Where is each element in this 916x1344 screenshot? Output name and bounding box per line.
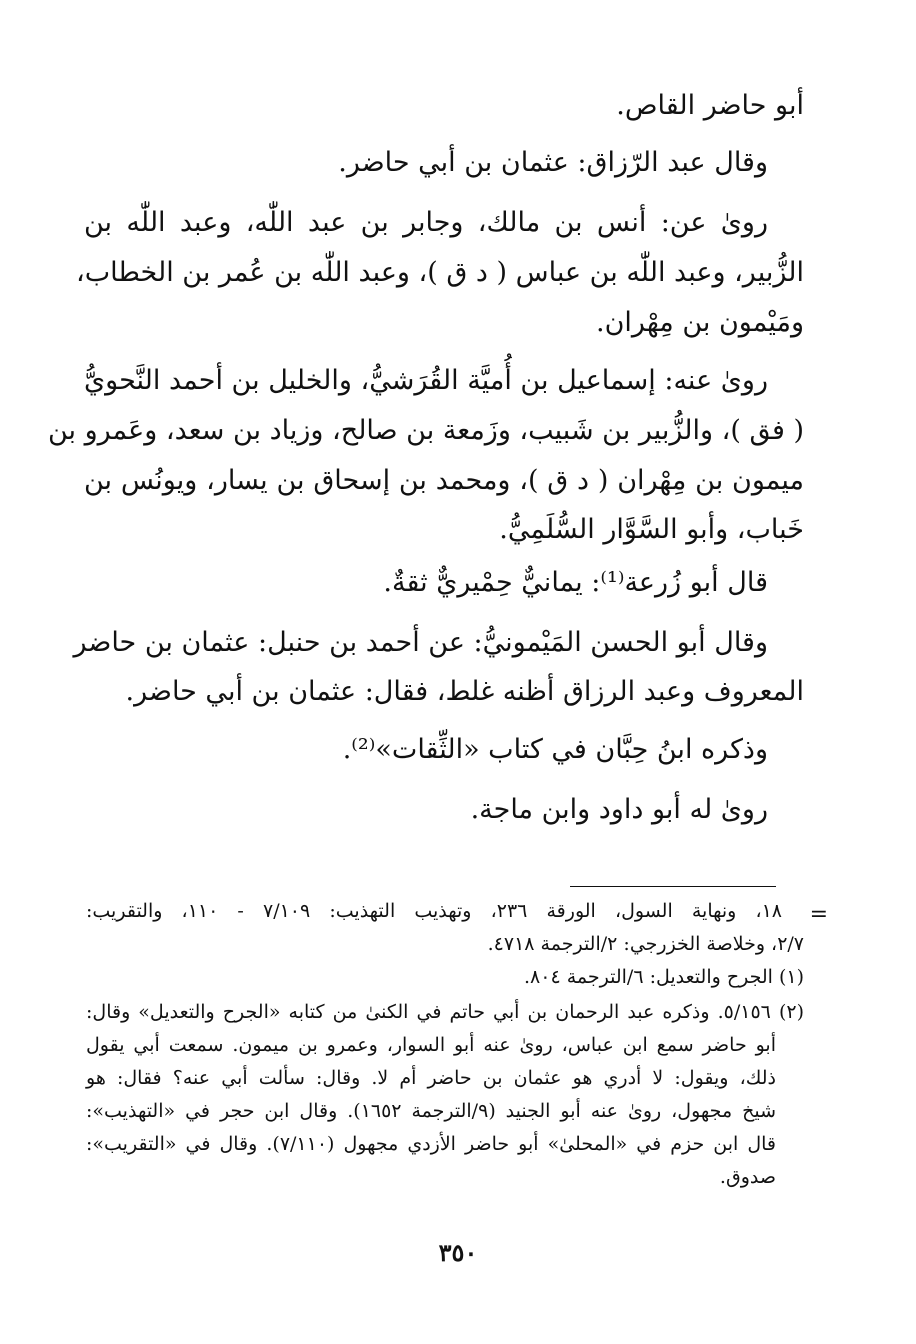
footnote-continuation-mark: = (809, 902, 828, 927)
body-line: روىٰ عنه: إسماعيل بن أُميَّة القُرَشيُّ، والخليل بن أحمد النَّحويُّ (84, 365, 768, 396)
footnote-rule (570, 886, 776, 887)
footnote-line: (٢) ٥/١٥٦. وذكره عبد الرحمان بن أبي حاتم في الكنىٰ من كتابه «الجرح والتعديل» وقال: (86, 1001, 804, 1023)
footnote-line: أبو حاضر سمع ابن عباس، روىٰ عنه أبو السوار، وعمرو بن ميمون. سمعت أبي يقول (86, 1034, 776, 1056)
body-line: خَباب، وأبو السَّوَّار السُّلَمِيُّ. (499, 514, 804, 545)
body-line: وذكره ابنُ حِبَّان في كتاب «الثِّقات»⁽²⁾. (342, 734, 768, 765)
body-line: ومَيْمون بن مِهْران. (596, 307, 804, 338)
footnote-line: شيخ مجهول، روىٰ عنه أبو الجنيد (٩/الترجمة ١٦٥٢). وقال ابن حجر في «التهذيب»: (86, 1100, 776, 1122)
body-line: روىٰ له أبو داود وابن ماجة. (470, 794, 768, 825)
body-line: روىٰ عن: أنس بن مالك، وجابر بن عبد اللّٰه، وعبد اللّٰه بن (84, 207, 768, 238)
body-line: ( فق )، والزُّبير بن شَبيب، وزَمعة بن صالح، وزياد بن سعد، وعَمرو بن (47, 415, 804, 446)
body-line: وقال أبو الحسن المَيْمونيُّ: عن أحمد بن حنبل: عثمان بن حاضر (73, 627, 768, 658)
body-line: أبو حاضر القاص. (616, 90, 804, 121)
footnote-line: ذلك، ويقول: لا أدري هو عثمان بن حاضر أم لا. وقال: سألت أبي عنه؟ فقال: هو (86, 1067, 776, 1089)
footnote-line: (١) الجرح والتعديل: ٦/الترجمة ٨٠٤. (524, 966, 804, 988)
footnote-line: ٢/٧، وخلاصة الخزرجي: ٢/الترجمة ٤٧١٨. (487, 933, 804, 955)
page-number: ٣٥٠ (438, 1238, 478, 1267)
footnote-line: ١٨، ونهاية السول، الورقة ٢٣٦، وتهذيب التهذيب: ٧/١٠٩ - ١١٠، والتقريب: (86, 900, 783, 922)
body-line: وقال عبد الرّزاق: عثمان بن أبي حاضر. (338, 147, 768, 178)
footnote-line: صدوق. (719, 1166, 776, 1188)
footnote-line: قال ابن حزم في «المحلىٰ» أبو حاضر الأزدي مجهول (٧/١١٠). وقال في «التقريب»: (86, 1133, 776, 1155)
body-line: الزُّبير، وعبد اللّٰه بن عباس ( د ق )، وعبد اللّٰه بن عُمر بن الخطاب، (76, 257, 804, 288)
body-line: قال أبو زُرعة⁽¹⁾: يمانيٌّ حِمْيريٌّ ثقةٌ. (383, 567, 768, 598)
body-line: المعروف وعبد الرزاق أظنه غلط، فقال: عثمان بن أبي حاضر. (125, 676, 804, 707)
body-line: ميمون بن مِهْران ( د ق )، ومحمد بن إسحاق بن يسار، ويونُس بن (84, 465, 804, 496)
